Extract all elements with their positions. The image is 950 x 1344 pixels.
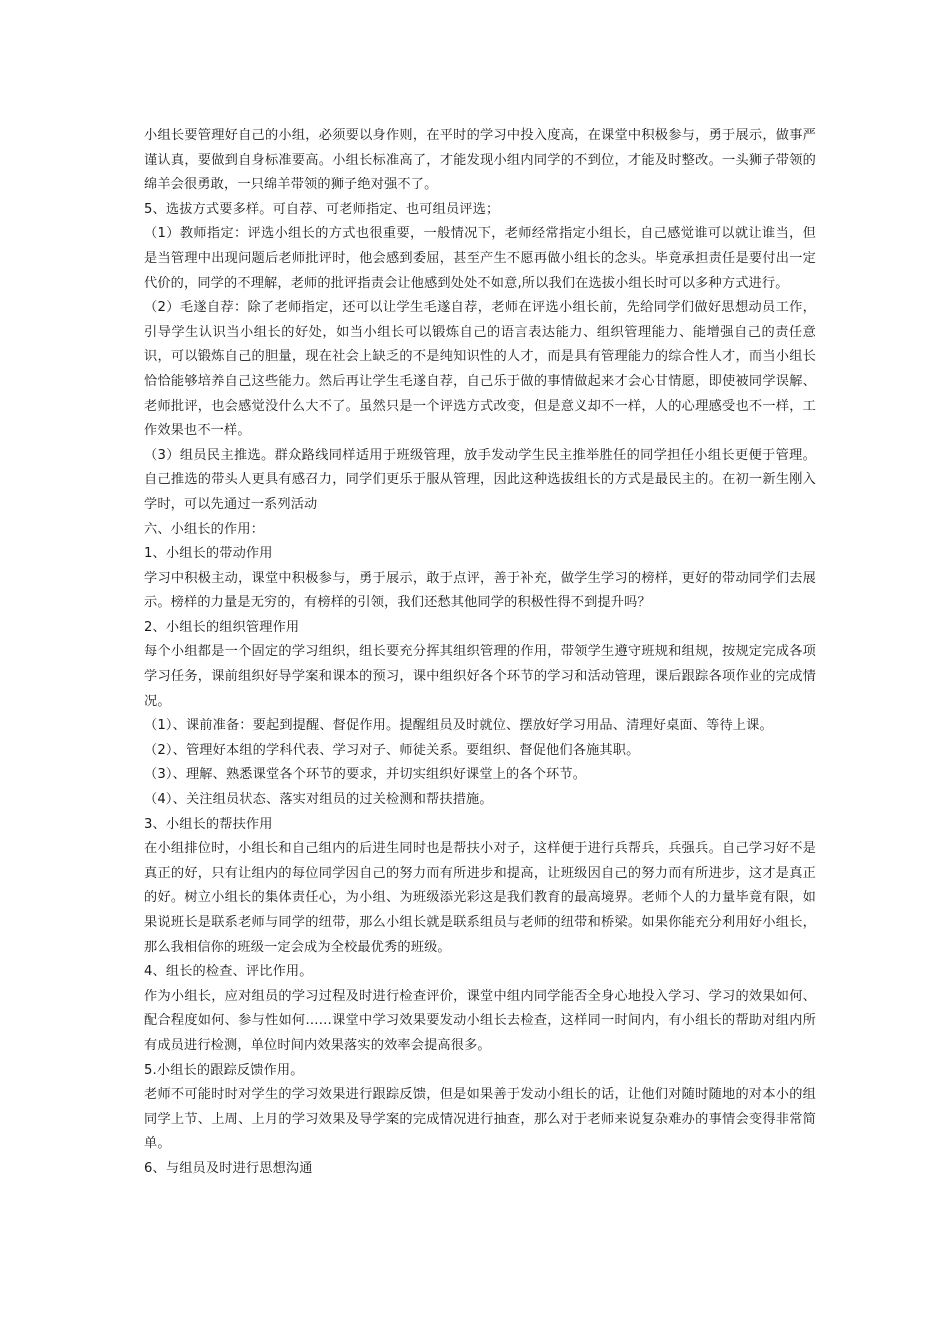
subheading-helping-role: 3、小组长的帮扶作用: [144, 816, 273, 832]
list-item-preparation: （1）、课前准备：要起到提醒、督促作用。提醒组员及时就位、摆放好学习用品、清理好桌面、等待上课。: [144, 718, 773, 734]
heading-selection-methods: 5、选拔方式要多样。可自荐、可老师指定、也可组员评选；: [144, 201, 500, 217]
document-body: [144, 124, 816, 1182]
subheading-management-role: 2、小组长的组织管理作用: [144, 619, 300, 635]
paragraph-leading-role: 学习中积极主动，课堂中积极参与，勇于展示，敢于点评，善于补充，做学生学习的榜样，更好的带动同学们去展示。榜样的力量是无穷的，有榜样的引领，我们还愁其他同学的积极性得不到提升吗？: [144, 570, 816, 611]
paragraph-intro: 小组长要管理好自己的小组，必须要以身作则，在平时的学习中投入度高，在课堂中积极参与，勇于展示，做事严谨认真，要做到自身标准要高。小组长标准高了，才能发现小组内同学的不到位，才能及时整改。一头狮子带领的绵羊会很勇敢，一只绵羊带领的狮子绝对强不了。: [144, 128, 816, 193]
subheading-leading-role: 1、小组长的带动作用: [144, 546, 273, 562]
paragraph-self-recommend: （2）毛遂自荐：除了老师指定，还可以让学生毛遂自荐，老师在评选小组长前，先给同学们做好思想动员工作，引导学生认识当小组长的好处，如当小组长可以锻炼自己的语言表达能力、组织管理能力、能增强自己的责任意识，可以锻炼自己的胆量，现在社会上缺乏的不是纯知识性的人才，而是具有管理能力的综合性人才，而当小组长恰恰能够培养自己这些能力。然后再让学生毛遂自荐，自己乐于做的事情做起来才会心甘情愿，即使被同学误解、老师批评，也会感觉没什么大不了。虽然只是一个评选方式改变，但是意义却不一样，人的心理感受也不一样，工作效果也不一样。: [144, 300, 816, 439]
list-item-classroom-steps: （3）、理解、熟悉课堂各个环节的要求，并切实组织好课堂上的各个环节。: [144, 767, 587, 783]
paragraph-teacher-appointed: （1）教师指定：评选小组长的方式也很重要，一般情况下，老师经常指定小组长，自己感觉谁可以就让谁当，但是当管理中出现问题后老师批评时，他会感到委屈，甚至产生不愿再做小组长的念头。毕竟承担责任是要付出一定代价的，同学的不理解，老师的批评指责会让他感到处处不如意,所以我们在选拔小组长时可以多种方式进行。: [144, 226, 816, 291]
subheading-checking-role: 4、组长的检查、评比作用。: [144, 964, 313, 980]
paragraph-helping-role: 在小组排位时，小组长和自己组内的后进生同时也是帮扶小对子，这样便于进行兵帮兵，兵强兵。自己学习好不是真正的好，只有让组内的每位同学因自己的努力而有所进步和提高，让班级因自己的努力而有所进步，这才是真正的好。树立小组长的集体责任心，为小组、为班级添光彩这是我们教育的最高境界。老师个人的力量毕竟有限，如果说班长是联系老师与同学的纽带，那么小组长就是联系组员与老师的纽带和桥梁。如果你能充分利用好小组长，那么我相信你的班级一定会成为全校最优秀的班级。: [144, 841, 816, 955]
paragraph-democratic-election: （3）组员民主推选。群众路线同样适用于班级管理，放手发动学生民主推举胜任的同学担任小组长更便于管理。自己推选的带头人更具有感召力，同学们更乐于服从管理，因此这种选拔组长的方式是最民主的。在初一新生刚入学时，可以先通过一系列活动: [144, 447, 816, 512]
subheading-communication: 6、与组员及时进行思想沟通: [144, 1160, 313, 1176]
list-item-subject-reps: （2）、管理好本组的学科代表、学习对子、师徒关系。要组织、督促他们各施其职。: [144, 742, 640, 758]
section-heading-roles: 六、小组长的作用：: [144, 521, 265, 537]
paragraph-checking-role: 作为小组长，应对组员的学习过程及时进行检查评价，课堂中组内同学能否全身心地投入学习、学习的效果如何、配合程度如何、参与性如何……课堂中学习效果要发动小组长去检查，这样同一时间内，有小组长的帮助对组内所有成员进行检测，单位时间内效果落实的效率会提高很多。: [144, 988, 816, 1053]
paragraph-management-role: 每个小组都是一个固定的学习组织，组长要充分挥其组织管理的作用，带领学生遵守班规和组规，按规定完成各项学习任务，课前组织好导学案和课本的预习，课中组织好各个环节的学习和活动管理，课后跟踪各项作业的完成情况。: [144, 644, 816, 709]
list-item-member-status: （4）、关注组员状态、落实对组员的过关检测和帮扶措施。: [144, 792, 493, 808]
paragraph-feedback-role: 老师不可能时时对学生的学习效果进行跟踪反馈，但是如果善于发动小组长的话，让他们对随时随地的对本小的组同学上节、上周、上月的学习效果及导学案的完成情况进行抽查，那么对于老师来说复杂难办的事情会变得非常简单。: [144, 1087, 816, 1152]
subheading-feedback-role: 5.小组长的跟踪反馈作用。: [144, 1062, 304, 1078]
